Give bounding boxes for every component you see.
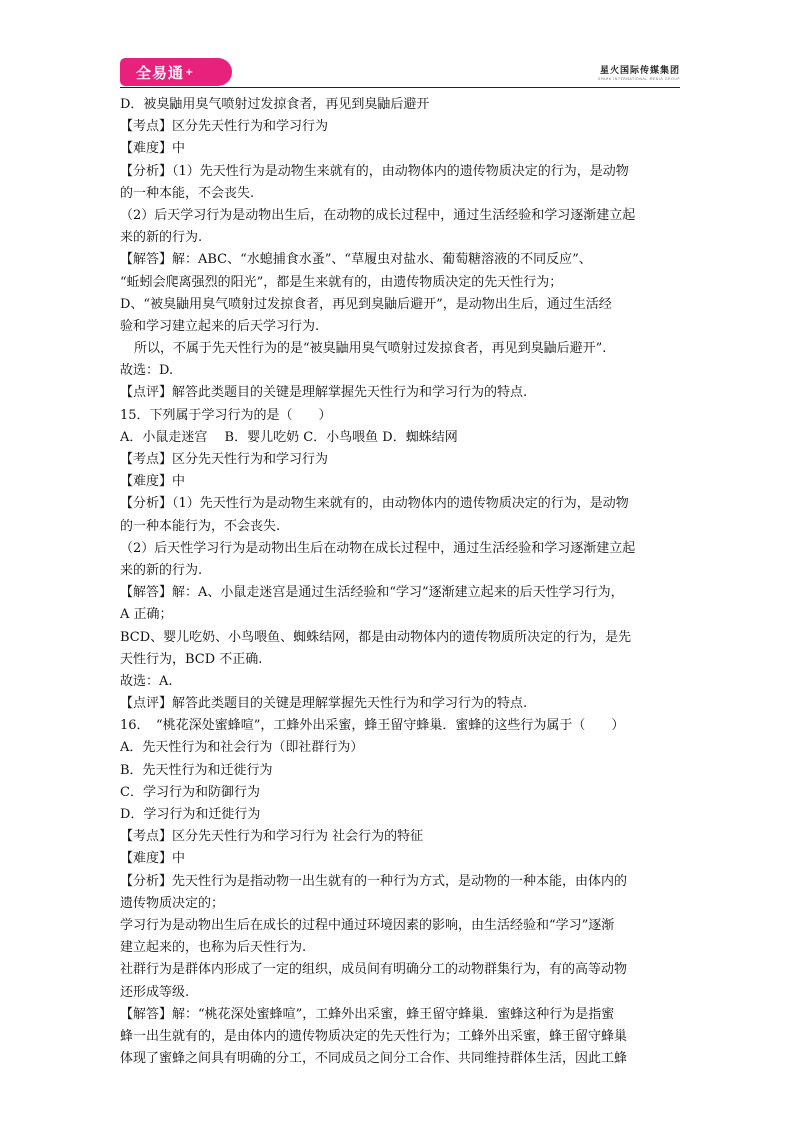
document-body	[120, 94, 685, 1070]
text-line: A 正确；	[120, 607, 173, 623]
text-line: BCD、婴儿吃奶、小鸟喂鱼、蜘蛛结网，都是由动物体内的遗传物质所决定的行为，是先	[120, 629, 632, 645]
text-line: 体现了蜜蜂之间具有明确的分工，不同成员之间分工合作、共同维持群体生活，因此工蜂	[120, 1051, 628, 1067]
text-line: 15．下列属于学习行为的是（ ）	[120, 407, 332, 423]
text-line: （2）后天性学习行为是动物出生后在动物在成长过程中，通过生活经验和学习逐渐建立起	[120, 540, 636, 556]
text-line: 遗传物质决定的；	[120, 895, 225, 911]
text-line: 【考点】区分先天性行为和学习行为	[120, 119, 329, 135]
text-line: 建立起来的，也称为后天性行为.	[120, 940, 307, 956]
text-line: C．学习行为和防御行为	[120, 784, 260, 800]
text-line: 的一种本能行为，不会丧失.	[120, 518, 281, 534]
text-line: 故选：A.	[120, 673, 173, 689]
text-line: 【点评】解答此类题目的关键是理解掌握先天性行为和学习行为的特点.	[120, 696, 528, 712]
text-line: 【考点】区分先天性行为和学习行为 社会行为的特征	[120, 829, 424, 845]
text-line: 的一种本能，不会丧失.	[120, 185, 255, 201]
text-line: 社群行为是群体内形成了一定的组织，成员间有明确分工的动物群集行为，有的高等动物	[120, 962, 628, 978]
text-line: 【分析】（1）先天性行为是动物生来就有的，由动物体内的遗传物质决定的行为，是动物	[120, 163, 629, 179]
text-line: 来的新的行为.	[120, 230, 203, 246]
text-line: 还形成等级.	[120, 984, 190, 1000]
text-line: 【分析】先天性行为是指动物一出生就有的一种行为方式，是动物的一种本能，由体内的	[120, 873, 628, 889]
text-line: 【解答】解：“桃花深处蜜蜂喧”，工蜂外出采蜜，蜂王留守蜂巢．蜜蜂这种行为是指蜜	[120, 1006, 615, 1022]
text-line: （2）后天学习行为是动物出生后，在动物的成长过程中，通过生活经验和学习逐渐建立起	[120, 207, 636, 223]
text-line: A．先天性行为和社会行为（即社群行为）	[120, 740, 364, 756]
text-line: 天性行为，BCD 不正确.	[120, 651, 263, 667]
logo-plus: +	[185, 66, 195, 78]
text-line: 【考点】区分先天性行为和学习行为	[120, 452, 329, 467]
logo	[120, 58, 232, 86]
text-line: “蚯蚓会爬离强烈的阳光”，都是生来就有的，由遗传物质决定的先天性行为；	[120, 274, 563, 290]
text-line: D．学习行为和迁徙行为	[120, 807, 261, 822]
text-line: 【点评】解答此类题目的关键是理解掌握先天性行为和学习行为的特点.	[120, 385, 528, 401]
brand-subtitle: SPARK INTERNATIONAL MEDIA GROUP	[597, 77, 680, 81]
text-line: 故选：D.	[120, 363, 174, 379]
text-line: 【解答】解：ABC、“水螅捕食水蚤”、“草履虫对盐水、葡萄糖溶液的不同反应”、	[120, 252, 592, 268]
text-line: B．先天性行为和迁徙行为	[120, 762, 273, 778]
text-line: D．被臭鼬用臭气喷射过发掠食者，再见到臭鼬后避开	[120, 97, 430, 112]
header-divider	[120, 87, 680, 88]
text-line: 【难度】中	[120, 851, 186, 867]
text-line: 来的新的行为.	[120, 562, 203, 578]
text-line: 学习行为是动物出生后在成长的过程中通过环境因素的影响，由生活经验和“学习”逐渐	[120, 917, 615, 933]
text-line: 【难度】中	[120, 141, 186, 157]
text-line: 所以，不属于先天性行为的是“被臭鼬用臭气喷射过发掠食者，再见到臭鼬后避开”.	[134, 341, 607, 357]
text-line: 验和学习建立起来的后天学习行为.	[120, 318, 320, 334]
text-line: 【分析】（1）先天性行为是动物生来就有的，由动物体内的遗传物质决定的行为，是动物	[120, 496, 629, 512]
brand-name: 星火国际传媒集团	[599, 66, 680, 76]
text-line: 【解答】解：A、小鼠走迷宫是通过生活经验和“学习”逐渐建立起来的后天性学习行为，	[120, 585, 624, 601]
logo-text: 全易通	[136, 63, 185, 82]
text-line: 【难度】中	[120, 474, 186, 490]
brand	[598, 63, 680, 81]
text-line: D、“被臭鼬用臭气喷射过发掠食者，再见到臭鼬后避开”，是动物出生后，通过生活经	[120, 296, 612, 312]
text-line: 16． “桃花深处蜜蜂喧”，工蜂外出采蜜，蜂王留守蜂巢．蜜蜂的这些行为属于（ ）	[120, 718, 625, 734]
text-line: A．小鼠走迷宫 B．婴儿吃奶 C．小鸟喂鱼 D．蜘蛛结网	[120, 429, 458, 445]
text-line: 蜂一出生就有的，是由体内的遗传物质决定的先天性行为；工蜂外出采蜜，蜂王留守蜂巢	[120, 1028, 628, 1044]
